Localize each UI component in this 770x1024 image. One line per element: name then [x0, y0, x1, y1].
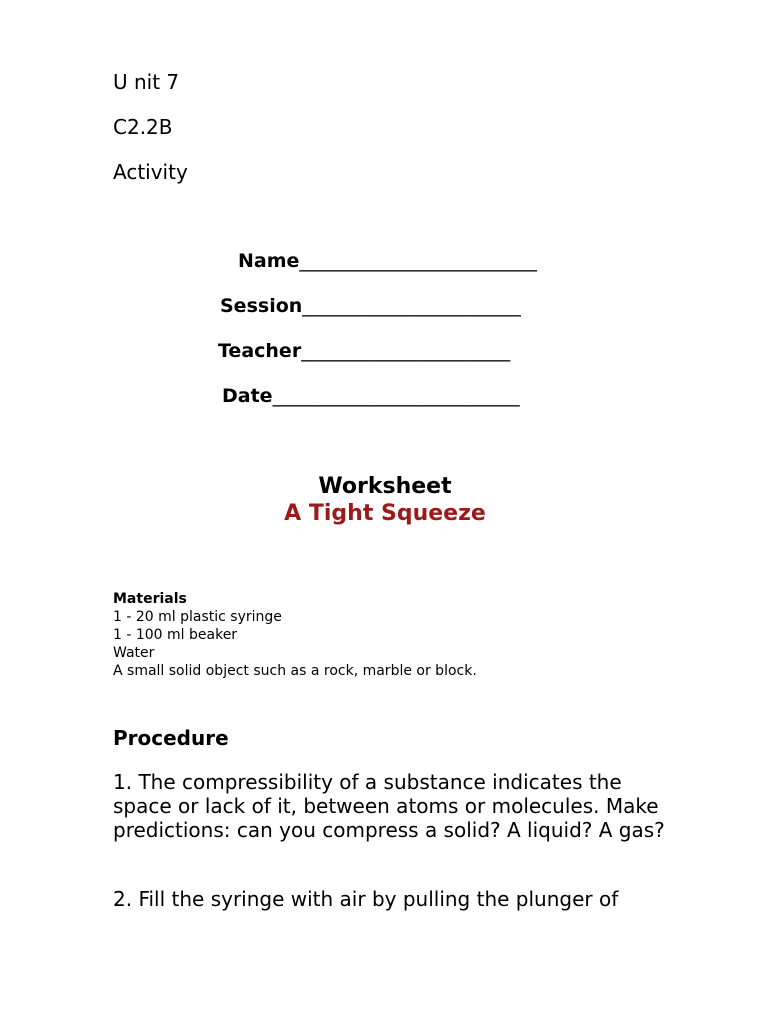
session-blank-line[interactable]: _______________________ [302, 295, 521, 317]
unit-label: U nit 7 [113, 70, 180, 94]
teacher-field[interactable] [218, 339, 510, 363]
materials-heading: Materials [113, 591, 187, 607]
teacher-label: Teacher [218, 340, 302, 362]
teacher-blank-line[interactable]: ______________________ [301, 340, 511, 362]
procedure-step: 1. The compressibility of a substance indicates the space or lack of it, between atoms or molecules. Make predictions: can you compress a solid? A liquid? A gas? [113, 770, 665, 842]
material-item: Water [113, 645, 155, 661]
name-label: Name [238, 250, 300, 272]
material-item: A small solid object such as a rock, marble or block. [113, 663, 477, 679]
worksheet-title: A Tight Squeeze [284, 501, 486, 526]
standard-code: C2.2B [113, 115, 173, 139]
session-field[interactable] [220, 294, 521, 318]
session-label: Session [220, 295, 303, 317]
date-field[interactable] [222, 384, 520, 408]
name-field[interactable] [238, 249, 537, 273]
name-blank-line[interactable]: _________________________ [299, 250, 537, 272]
activity-label: Activity [113, 160, 188, 184]
date-blank-line[interactable]: __________________________ [272, 385, 520, 407]
material-item: 1 - 100 ml beaker [113, 627, 238, 643]
procedure-heading: Procedure [113, 726, 229, 750]
worksheet-heading: Worksheet [318, 474, 452, 499]
procedure-step: 2. Fill the syringe with air by pulling the plunger of [113, 887, 619, 911]
materials-section [113, 590, 477, 680]
date-label: Date [222, 385, 273, 407]
material-item: 1 - 20 ml plastic syringe [113, 609, 282, 625]
